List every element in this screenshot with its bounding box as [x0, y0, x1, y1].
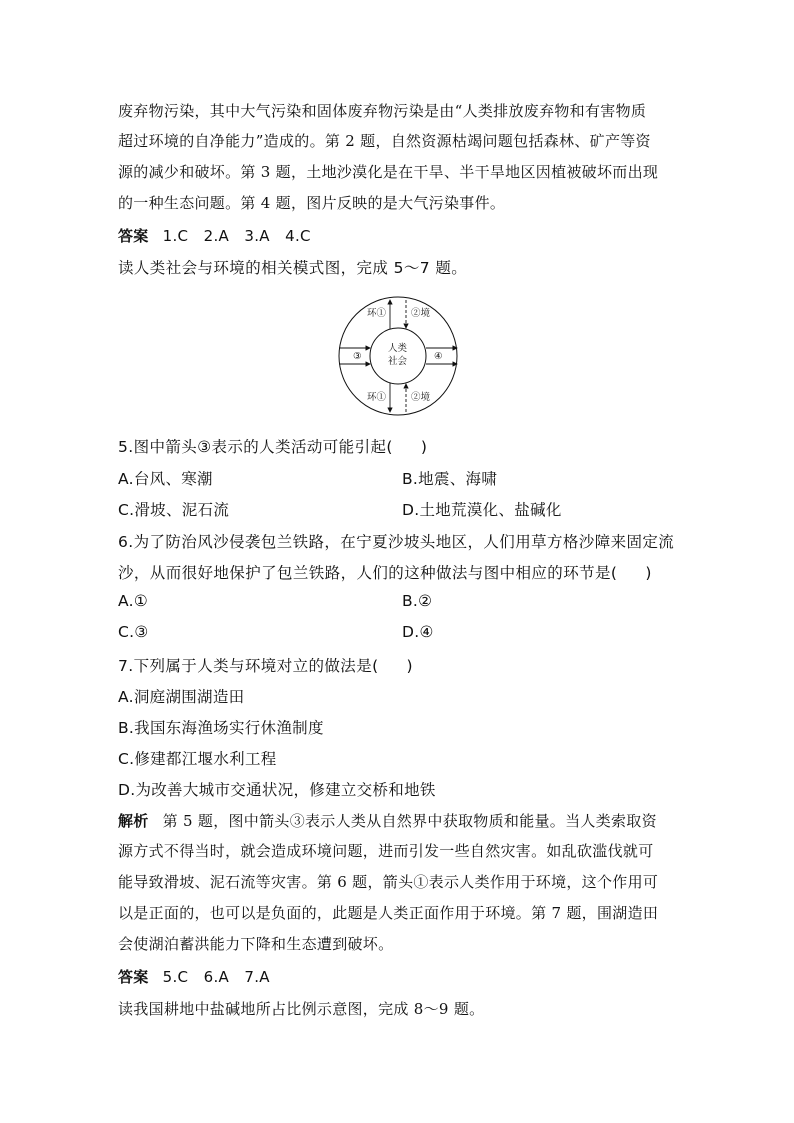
answer-label-2: 答案: [118, 968, 149, 986]
analysis-line-5: 会使湖泊蓄洪能力下降和生态遭到破坏。: [118, 935, 394, 953]
q6-stem-line-1: 6.为了防治风沙侵袭包兰铁路，在宁夏沙坡头地区，人们用草方格沙障来固定流: [118, 533, 675, 551]
label-center-2: 社会: [388, 356, 408, 367]
answer-label: 答案: [118, 227, 149, 245]
intro-5-7: 读人类社会与环境的相关模式图，完成 5～7 题。: [118, 259, 468, 277]
label-left: ③: [353, 351, 362, 362]
label-bottom-right: ②境: [411, 392, 431, 403]
analysis-prev-line-2: 超过环境的自净能力”造成的。第 2 题，自然资源枯竭问题包括森林、矿产等资: [118, 132, 651, 150]
answer-text: 1.C 2.A 3.A 4.C: [162, 227, 311, 245]
q7-stem-text: 7.下列属于人类与环境对立的做法是(: [118, 657, 379, 675]
q6-stem-text: 沙，从而很好地保护了包兰铁路，人们的这种做法与图中相应的环节是(: [118, 564, 618, 582]
q7-stem-end: ): [406, 657, 413, 675]
q6-option-d: D.④: [402, 623, 434, 641]
answer-text-2: 5.C 6.A 7.A: [162, 968, 270, 986]
answer-5-7: [118, 966, 270, 987]
analysis-prev-line-4: 的一种生态问题。第 4 题，图片反映的是大气污染事件。: [118, 194, 506, 212]
q7-stem: [118, 654, 413, 676]
analysis-prev-line-3: 源的减少和破坏。第 3 题，土地沙漠化是在干旱、半干旱地区因植被破坏而出现: [118, 163, 659, 181]
label-bottom-left: 环①: [367, 392, 387, 403]
q5-option-d: D.土地荒漠化、盐碱化: [402, 501, 562, 519]
q6-stem-line-2: [118, 561, 652, 583]
label-center-1: 人类: [388, 343, 408, 354]
q5-option-c: C.滑坡、泥石流: [118, 501, 230, 519]
analysis-line-2: 源方式不得当时，就会造成环境问题，进而引发一些自然灾害。如乱砍滥伐就可: [118, 842, 654, 860]
answer-1-4: [118, 225, 311, 246]
q5-stem-end: ): [420, 438, 428, 456]
q5-stem: [118, 435, 427, 457]
analysis-line-3: 能导致滑坡、泥石流等灾害。第 6 题，箭头①表示人类作用于环境，这个作用可: [118, 873, 659, 891]
analysis-line-1: [118, 810, 657, 831]
q6-stem-end: ): [645, 564, 652, 582]
label-top-left: 环①: [367, 308, 387, 319]
q6-option-a: A.①: [118, 592, 149, 610]
intro-8-9: 读我国耕地中盐碱地所占比例示意图，完成 8～9 题。: [118, 1000, 485, 1018]
q6-option-c: C.③: [118, 623, 149, 641]
q7-option-b: B.我国东海渔场实行休渔制度: [118, 719, 324, 737]
analysis-prev-line-1: 废弃物污染，其中大气污染和固体废弃物污染是由“人类排放废弃物和有害物质: [118, 102, 647, 120]
analysis-line-4: 以是正面的，也可以是负面的，此题是人类正面作用于环境。第 7 题，围湖造田: [118, 904, 659, 922]
q7-option-a: A.洞庭湖围湖造田: [118, 688, 245, 706]
analysis-text-1: 第 5 题，图中箭头③表示人类从自然界中获取物质和能量。当人类索取资: [162, 812, 657, 830]
q5-option-b: B.地震、海啸: [402, 470, 498, 488]
q5-stem-text: 5.图中箭头③表示的人类活动可能引起(: [118, 438, 393, 456]
label-top-right: ②境: [411, 308, 431, 319]
q7-option-c: C.修建都江堰水利工程: [118, 750, 277, 768]
q5-option-a: A.台风、寒潮: [118, 470, 213, 488]
q6-option-b: B.②: [402, 592, 433, 610]
q7-option-d: D.为改善大城市交通状况，修建立交桥和地铁: [118, 781, 436, 799]
label-right: ④: [434, 351, 443, 362]
analysis-label: 解析: [118, 812, 149, 830]
human-environment-diagram: [333, 296, 463, 416]
